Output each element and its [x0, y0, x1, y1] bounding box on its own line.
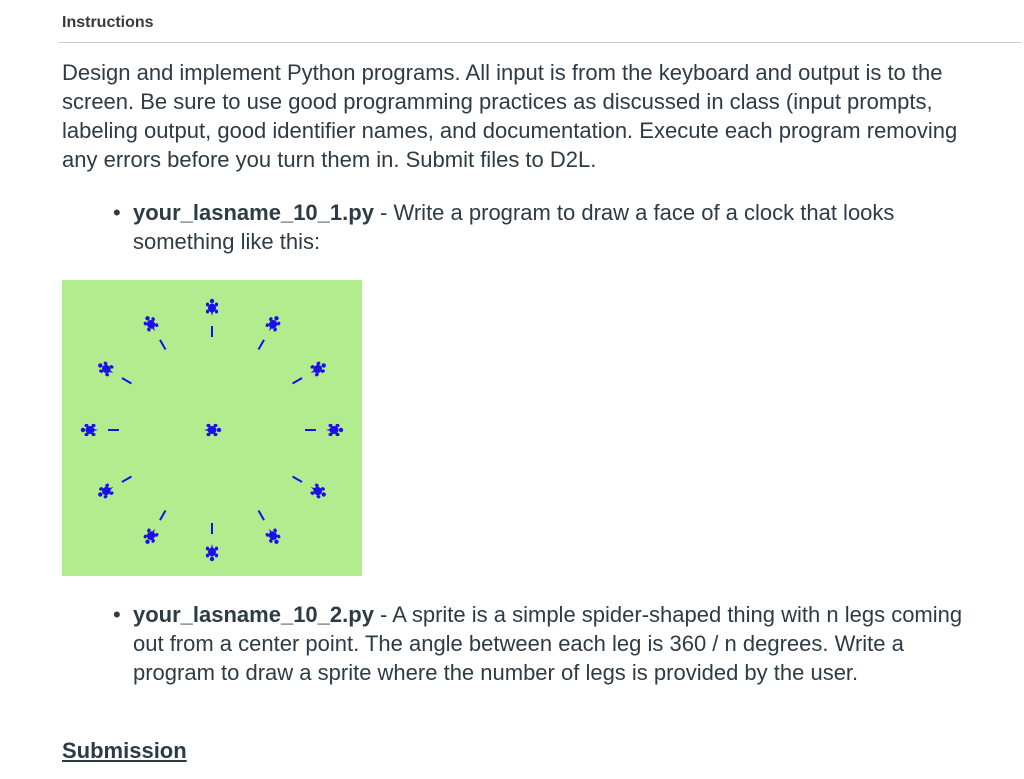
filename: your_lasname_10_2.py: [133, 602, 374, 627]
filename: your_lasname_10_1.py: [133, 200, 374, 225]
divider: [59, 42, 1021, 43]
section-heading: Instructions: [62, 14, 154, 31]
item-description: - A sprite is a simple spider-shaped thing with n legs coming out from a center point. The angle between each leg is 360 / n degrees. Write a program to draw a sprite where the number of legs is provided by the user.: [133, 602, 963, 685]
list-item-text: [133, 198, 963, 256]
intro-paragraph: Design and implement Python programs. All input is from the keyboard and output is to the screen. Be sure to use good programming practices as discussed in class (input prompts, labeling output, good identifier names, and documentation. Execute each program removing any errors before you turn them in. Submit files to D2L.: [62, 60, 958, 172]
bullet-icon: •: [113, 602, 121, 627]
item-description: - Write a program to draw a face of a clock that looks something like this:: [133, 200, 895, 254]
submission-heading: Submission: [62, 738, 187, 763]
clock-face-image: [62, 280, 362, 576]
bullet-icon: •: [113, 200, 121, 225]
list-item-text: [133, 600, 963, 687]
